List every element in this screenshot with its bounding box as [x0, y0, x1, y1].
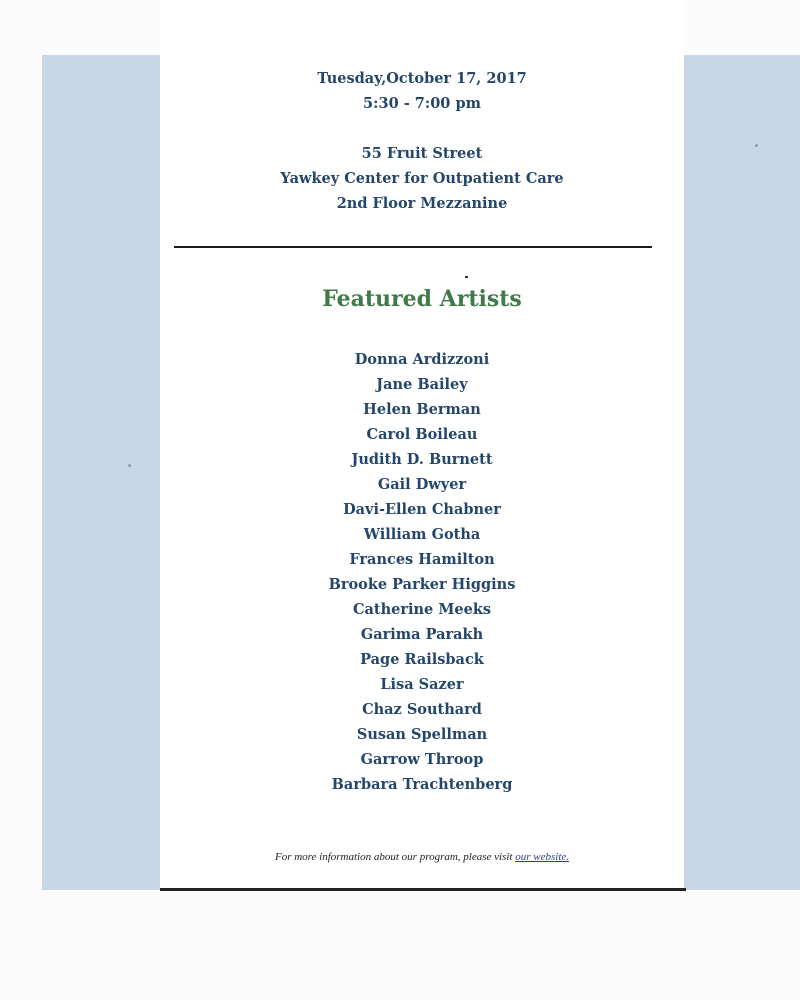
artist-name: Jane Bailey: [376, 376, 468, 393]
artist-name: Garrow Throop: [360, 751, 484, 768]
artist-name: Gail Dwyer: [377, 476, 467, 493]
event-date: Tuesday,October 17, 2017: [317, 70, 527, 87]
event-time: 5:30 - 7:00 pm: [363, 95, 481, 112]
artist-name: Carol Boileau: [366, 426, 478, 443]
event-address: 55 Fruit Street: [361, 145, 483, 162]
stray-mark: [465, 276, 468, 278]
artist-name: Catherine Meeks: [352, 601, 492, 618]
bottom-rule: [160, 888, 686, 891]
artist-name: Donna Ardizzoni: [354, 351, 490, 368]
artist-name: Frances Hamilton: [349, 551, 495, 568]
artist-name: Judith D. Burnett: [351, 451, 493, 468]
artist-name: Page Railsback: [360, 651, 484, 668]
featured-artists-heading: Featured Artists: [322, 286, 522, 312]
footer-text: For more information about our program, please visit: [274, 851, 516, 863]
right-blue-band: [684, 55, 800, 890]
artist-name: Chaz Southard: [362, 701, 482, 718]
paper-speck: [755, 144, 758, 147]
artist-list: [160, 347, 684, 797]
artist-name: Brooke Parker Higgins: [328, 576, 516, 593]
left-blue-band: [42, 55, 160, 890]
event-venue: Yawkey Center for Outpatient Care: [280, 170, 564, 187]
website-link[interactable]: our website.: [515, 851, 570, 863]
artist-name: Helen Berman: [363, 401, 481, 418]
artist-name: Davi-Ellen Chabner: [343, 501, 501, 518]
paper-speck: [128, 464, 131, 467]
flyer-page: [160, 0, 684, 890]
artist-name: Barbara Trachtenberg: [331, 776, 513, 793]
footer-note: [160, 851, 684, 863]
event-floor: 2nd Floor Mezzanine: [336, 195, 508, 212]
section-divider: [174, 246, 652, 248]
artist-name: Lisa Sazer: [380, 676, 464, 693]
artist-name: William Gotha: [363, 526, 481, 543]
artist-name: Susan Spellman: [356, 726, 488, 743]
artist-name: Garima Parakh: [360, 626, 484, 643]
